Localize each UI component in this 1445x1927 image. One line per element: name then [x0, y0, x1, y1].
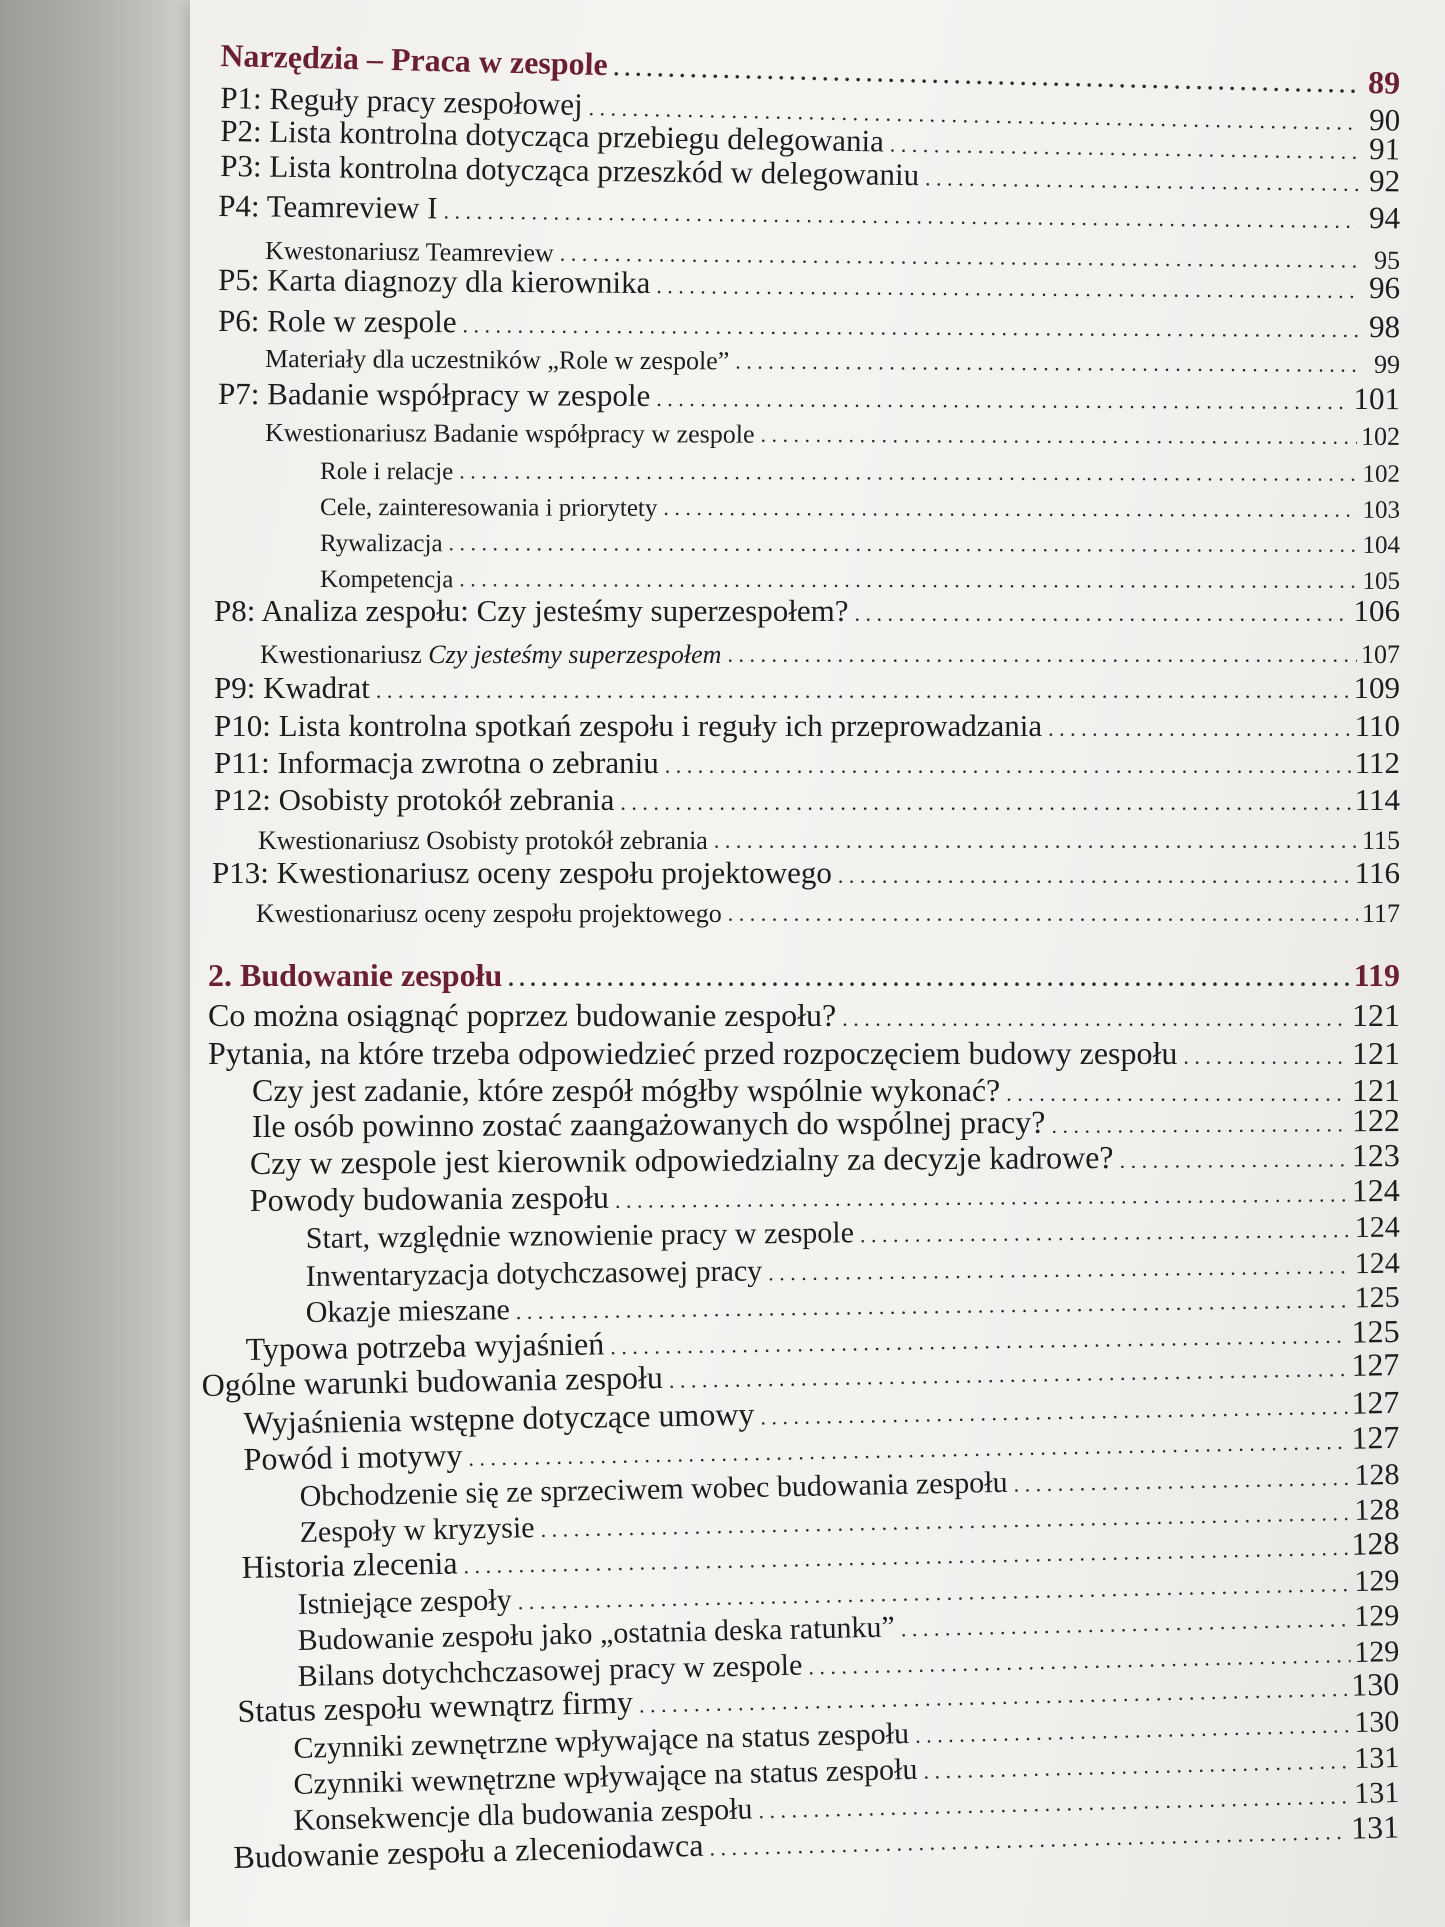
toc-entry: [214, 784, 1400, 818]
page-number: 94: [1368, 200, 1401, 236]
toc-entry-label: Powód i motywy: [243, 1436, 463, 1478]
dot-leader: [761, 422, 1358, 452]
dot-leader: [459, 458, 1358, 488]
page-number: 128: [1354, 1457, 1400, 1492]
toc-entry-label: P12: Osobisty protokół zebrania: [214, 782, 615, 817]
page-number: 131: [1353, 1740, 1400, 1776]
page-number: 106: [1353, 593, 1400, 628]
dot-leader: [376, 678, 1350, 706]
dot-leader: [1119, 1146, 1348, 1176]
toc-entry-label: Czy w zespole jest kierownik odpowiedzialny za decyzje kadrowe?: [249, 1138, 1114, 1181]
toc-entry-label: Co można osiągnąć poprzez budowanie zespołu?: [208, 997, 837, 1033]
page-number: 91: [1368, 131, 1401, 167]
toc-entry: [320, 452, 1400, 489]
page-number: 125: [1354, 1280, 1400, 1315]
page-number: 102: [1360, 421, 1401, 451]
page-number: 124: [1354, 1246, 1400, 1281]
dot-leader: [855, 601, 1350, 629]
toc-entry-label: [260, 640, 727, 670]
book-page: [190, 0, 1445, 1927]
toc-entry-label: Ogólne warunki budowania zespołu: [201, 1358, 664, 1404]
dot-leader: [727, 642, 1357, 670]
toc-entry-label: Kompetencja: [320, 566, 454, 594]
toc-entry: [208, 1035, 1400, 1072]
page-number: 98: [1368, 309, 1401, 345]
section-heading: [208, 957, 1400, 994]
toc-entry-label: Role i relacje: [320, 458, 454, 486]
toc-entry-label: Budowanie zespołu jako „ostatnia deska ratunku”: [297, 1610, 896, 1658]
page-number: 122: [1351, 1101, 1400, 1139]
dot-leader: [459, 566, 1358, 596]
page-number: 89: [1367, 64, 1401, 101]
page-number: 127: [1351, 1346, 1400, 1383]
page-number: 131: [1353, 1776, 1400, 1811]
toc-entry: [218, 264, 1400, 306]
dot-leader: [508, 966, 1349, 994]
toc-entry-label: Czy jest zadanie, które zespół mógłby wspólnie wykonać?: [252, 1072, 1001, 1108]
toc-entry-label: Kwestonariusz Teamreview: [265, 236, 554, 268]
page-number: 130: [1353, 1704, 1400, 1740]
page-number: 116: [1354, 855, 1400, 890]
toc-entry-label: Bilans dotychchczasowej pracy w zespole: [297, 1648, 803, 1694]
page-number: 104: [1362, 531, 1401, 559]
toc-entry: [265, 340, 1400, 380]
book-spine-shadow: [0, 0, 120, 1927]
toc-entry: [320, 524, 1400, 560]
page-number: 128: [1350, 1524, 1400, 1562]
toc-entry-label: P6: Role w zespole: [218, 303, 457, 340]
page-number: 92: [1368, 163, 1401, 199]
dot-leader: [443, 198, 1358, 236]
dot-leader: [620, 790, 1350, 818]
page-number: 121: [1352, 1072, 1400, 1108]
dot-leader: [656, 273, 1358, 306]
dot-leader: [925, 165, 1358, 199]
page-number: 102: [1362, 460, 1401, 488]
page-number: 110: [1354, 708, 1400, 743]
toc-entry: [258, 822, 1400, 856]
page-number: 129: [1353, 1635, 1400, 1670]
page-number: 125: [1351, 1312, 1400, 1350]
page-number: 130: [1350, 1665, 1400, 1703]
toc-entry: [214, 672, 1400, 706]
dot-leader: [1183, 1044, 1348, 1072]
dot-leader: [656, 386, 1349, 417]
toc-entry: [260, 636, 1400, 670]
dot-leader: [665, 753, 1351, 781]
toc-entry-label: Okazje mieszane: [305, 1293, 511, 1330]
toc-entry-label: P2: Lista kontrolna dotycząca przebiegu delegowania: [220, 113, 885, 159]
toc-entry-label: Typowa potrzeba wyjaśnień: [245, 1325, 605, 1368]
toc-entry-label: Powody budowania zespołu: [249, 1178, 610, 1218]
toc-entry-label: Kwestionariusz Badanie współpracy w zespole: [265, 418, 755, 449]
section-title: 2. Budowanie zespołu: [208, 957, 503, 993]
toc-entry: [218, 378, 1400, 417]
toc-entry-label: Czynniki wewnętrzne wpływające na status zespołu: [293, 1752, 918, 1802]
page-number: 123: [1351, 1136, 1400, 1174]
page-number: 96: [1368, 270, 1401, 306]
dot-leader: [462, 312, 1358, 345]
toc-entry-label: Czynniki zewnętrzne wpływające na status zespołu: [293, 1716, 910, 1766]
page-number: 121: [1352, 1035, 1400, 1071]
toc-entry: [214, 710, 1400, 744]
page-number: 127: [1351, 1418, 1400, 1456]
page-number: 131: [1350, 1808, 1400, 1846]
toc-entry-label: Istniejące zespoły: [297, 1583, 513, 1622]
toc-entry-label: Kwestionariusz oceny zespołu projektowego: [256, 899, 722, 928]
page-number: 105: [1362, 567, 1401, 595]
dot-leader: [709, 1819, 1347, 1864]
toc-entry-label: P5: Karta diagnozy dla kierownika: [218, 262, 651, 301]
dot-leader: [714, 828, 1358, 856]
toc-entry: [208, 997, 1400, 1034]
toc-entry: [251, 1101, 1400, 1145]
toc-entry-label: Ile osób powinno zostać zaangażowanych do wspólnej pracy?: [251, 1103, 1046, 1144]
toc-entry: [212, 857, 1400, 891]
toc-entry-label: Historia zlecenia: [241, 1544, 458, 1586]
toc-entry: [252, 1072, 1400, 1109]
toc-entry-label: P13: Kwestionariusz oceny zespołu projektowego: [212, 855, 832, 890]
section-title: Narzędzia – Praca w zespole: [220, 37, 609, 83]
toc-entry-label: P11: Informacja zwrotna o zebraniu: [214, 745, 659, 780]
page-number: 99: [1373, 349, 1401, 379]
toc-entry-label: Materiały dla uczestników „Role w zespole”: [265, 344, 730, 376]
toc-entry-label: Kwestionariusz Osobisty protokół zebrania: [258, 826, 708, 855]
toc-entry-label: Inwentaryzacja dotychczasowej pracy: [305, 1254, 763, 1294]
toc-entry-label: Budowanie zespołu a zleceniodawca: [233, 1826, 704, 1876]
page-number: 109: [1353, 670, 1400, 705]
page-number: 124: [1351, 1171, 1400, 1209]
toc-entry-label: Wyjaśnienia wstępne dotyczące umowy: [243, 1395, 755, 1442]
toc-entry-label-italic: Czy jesteśmy superzespołem: [428, 640, 722, 669]
page-number: 90: [1368, 102, 1401, 138]
toc-entry-label: Zespoły w kryzysie: [299, 1511, 535, 1550]
page-edge: [120, 0, 190, 1927]
dot-leader: [1048, 716, 1350, 744]
dot-leader: [728, 901, 1358, 929]
table-of-contents: [190, 0, 1445, 1927]
dot-leader: [615, 1181, 1348, 1215]
dot-leader: [735, 348, 1358, 379]
page-number: 112: [1354, 745, 1400, 780]
dot-leader: [1051, 1111, 1348, 1141]
toc-entry: [218, 305, 1400, 345]
toc-entry: [320, 488, 1400, 525]
page-number: 129: [1353, 1599, 1400, 1634]
toc-entry-label: P7: Badanie współpracy w zespole: [218, 376, 651, 413]
page-number: 114: [1354, 782, 1400, 817]
toc-entry-label: P9: Kwadrat: [214, 670, 370, 705]
toc-entry: [265, 414, 1400, 452]
page-number: 117: [1361, 899, 1400, 928]
page-number: 115: [1361, 826, 1400, 855]
toc-entry-label: Konsekwencje dla budowania zespołu: [293, 1792, 753, 1838]
toc-entry-label: P1: Reguły pracy zespołowej: [220, 80, 584, 122]
page-number: 124: [1354, 1210, 1400, 1245]
toc-entry-label: P4: Teamreview I: [218, 188, 438, 226]
toc-entry-label: P8: Analiza zespołu: Czy jesteśmy superzespołem?: [214, 593, 849, 628]
toc-entry: [214, 595, 1400, 629]
toc-entry-label: P10: Lista kontrolna spotkań zespołu i reguły ich przeprowadzania: [214, 708, 1043, 743]
toc-entry-label: P3: Lista kontrolna dotycząca przeszkód w delegowaniu: [220, 148, 920, 193]
page-number: 127: [1351, 1383, 1400, 1421]
dot-leader: [663, 495, 1358, 525]
toc-entry-label: Rywalizacja: [320, 530, 443, 558]
page-number: 129: [1354, 1563, 1400, 1598]
toc-entry-label: Start, względnie wznowienie pracy w zespole: [305, 1216, 855, 1255]
toc-entry-label: Status zespołu wewnątrz firmy: [237, 1683, 634, 1730]
page-number: 128: [1354, 1492, 1400, 1527]
dot-leader: [842, 1006, 1348, 1034]
page-number: 101: [1353, 380, 1401, 417]
page-number: 119: [1353, 957, 1400, 993]
toc-entry: [320, 560, 1400, 596]
dot-leader: [860, 1217, 1351, 1250]
toc-entry-label: Cele, zainteresowania i priorytety: [320, 494, 658, 522]
toc-entry-label: Obchodzenie się ze sprzeciwem wobec budowania zespołu: [299, 1465, 1008, 1514]
toc-entry-label-prefix: Kwestionariusz: [260, 640, 429, 669]
toc-entry: [214, 747, 1400, 781]
page-number: 103: [1362, 496, 1401, 524]
page-number: 107: [1361, 640, 1400, 669]
dot-leader: [449, 530, 1359, 560]
toc-entry: [256, 895, 1400, 929]
page-number: 95: [1373, 245, 1401, 275]
page-number: 121: [1352, 997, 1400, 1033]
toc-entry-label: Pytania, na które trzeba odpowiedzieć przed rozpoczęciem budowy zespołu: [208, 1035, 1178, 1071]
dot-leader: [838, 863, 1351, 891]
